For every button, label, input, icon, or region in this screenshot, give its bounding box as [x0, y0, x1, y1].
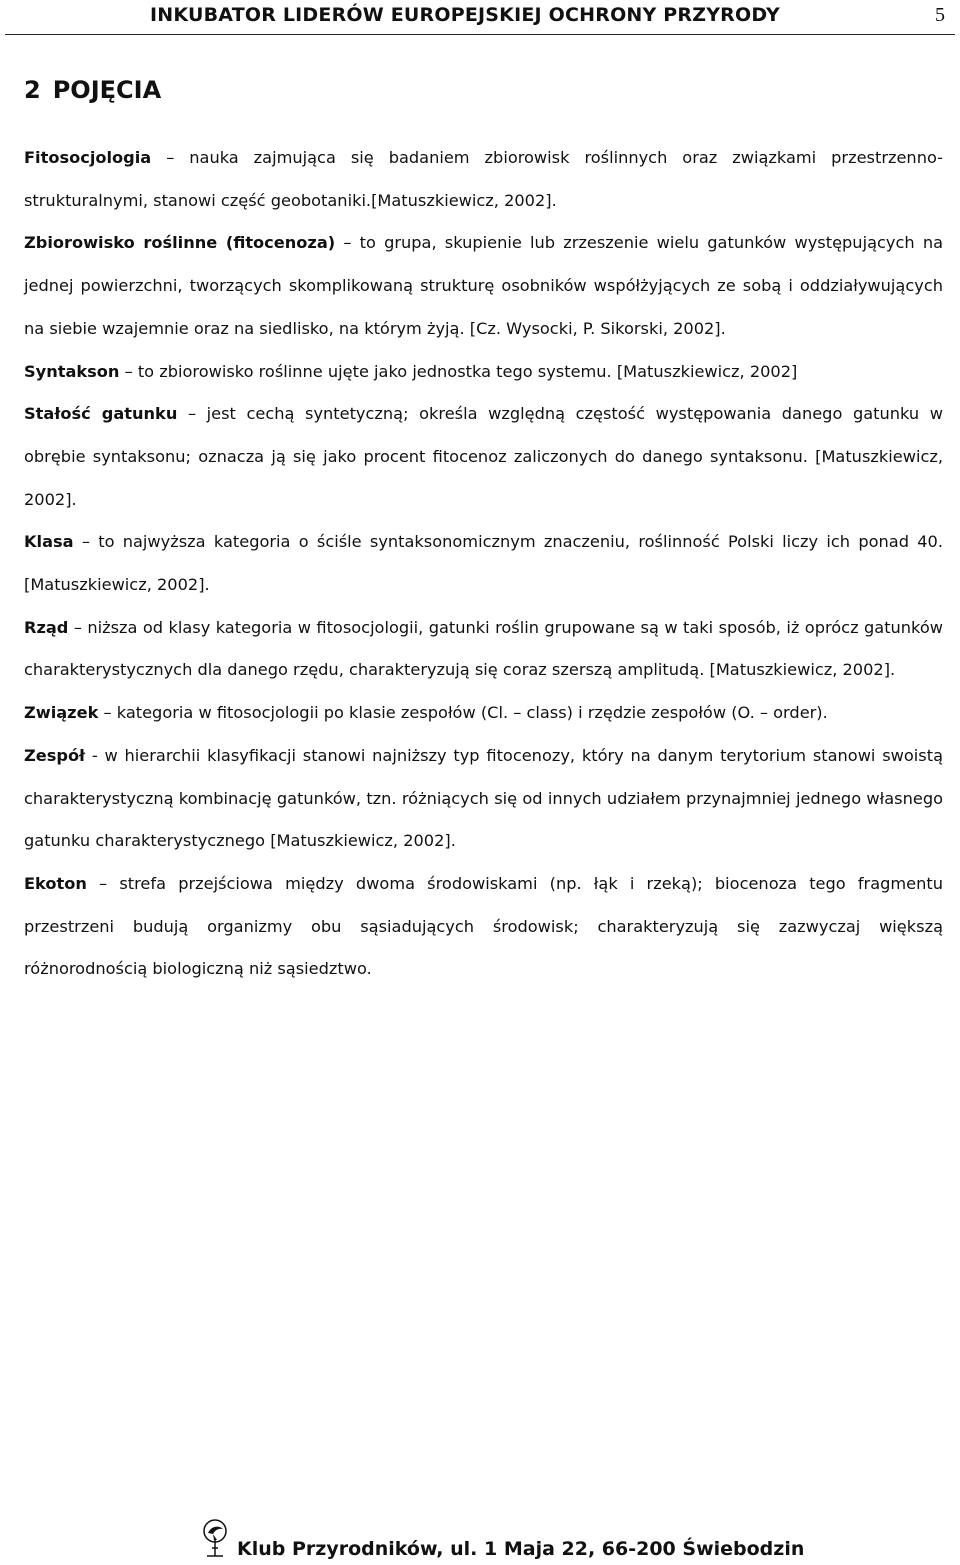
definition-term: Syntakson — [24, 361, 120, 381]
definition-text: – to zbiorowisko roślinne ujęte jako jednostka tego systemu. [Matuszkiewicz, 2002] — [119, 361, 798, 381]
chapter-heading — [24, 76, 161, 104]
definition-zwiazek — [24, 692, 943, 735]
footer-address: Klub Przyrodników, ul. 1 Maja 22, 66-200 Świebodzin — [237, 1538, 805, 1560]
definition-text: – to grupa, skupienie lub zrzeszenie wielu gatunków występujących na jednej powierzchni, tworzących skomplikowaną strukturę osobników współżyjących ze sobą i oddziaływujących na siebie wzajemnie oraz na siedlisko, na którym żyją. [Cz. Wysocki, P. Sikorski, 2002]. — [24, 233, 943, 338]
definition-text: – strefa przejściowa między dwoma środowiskami (np. łąk i rzeką); biocenoza tego fragmentu przestrzeni budują organizmy obu sąsiadujących środowisk; charakteryzują się zazwyczaj większą różnorodnością biologiczną niż sąsiedztwo. — [24, 873, 943, 979]
definition-term: Zbiorowisko roślinne (fitocenoza) — [24, 233, 336, 253]
definition-zespol — [24, 735, 943, 863]
definition-fitosocjologia — [24, 137, 943, 222]
page-footer — [195, 1518, 805, 1563]
definition-text: - w hierarchii klasyfikacji stanowi najniższy typ fitocenozy, który na danym terytorium stanowi swoistą charakterystyczną kombinację gatunków, tzn. różniących się od innych udziałem przynajmniej jednego własnego gatunku charakterystycznego [Matuszkiewicz, 2002]. — [24, 745, 943, 851]
chapter-title: POJĘCIA — [52, 76, 162, 104]
definition-text: – kategoria w fitosocjologii po klasie zespołów (Cl. – class) i rzędzie zespołów (O. – order). — [98, 703, 828, 723]
definition-klasa — [24, 521, 943, 606]
header-title: INKUBATOR LIDERÓW EUROPEJSKIEJ OCHRONY PRZYRODY — [150, 4, 780, 26]
definition-text: – jest cechą syntetyczną; określa względną częstość występowania danego gatunku w obrębie syntaksonu; oznacza ją się jako procent fitocenoz zaliczonych do danego syntaksonu. [Matuszkiewicz, 2002]. — [24, 404, 943, 509]
definition-term: Związek — [24, 703, 99, 723]
definition-zbiorowisko — [24, 222, 943, 350]
bird-logo-icon — [199, 1518, 231, 1558]
definition-term: Ekoton — [24, 873, 87, 893]
definition-term: Fitosocjologia — [24, 148, 152, 167]
chapter-number: 2 — [24, 76, 41, 104]
page-header — [5, 0, 955, 35]
definition-rzad — [24, 607, 943, 692]
definition-term: Zespół — [24, 745, 86, 765]
definition-syntakson — [24, 351, 943, 394]
definition-stalosc — [24, 393, 943, 521]
definition-term: Stałość gatunku — [24, 404, 178, 424]
definition-text: – nauka zajmująca się badaniem zbiorowisk roślinnych oraz związkami przestrzenno-strukturalnymi, stanowi część geobotaniki.[Matuszkiewicz, 2002]. — [24, 148, 943, 210]
definition-text: – to najwyższa kategoria o ściśle syntaksonomicznym znaczeniu, roślinność Polski liczy ich ponad 40. [Matuszkiewicz, 2002]. — [24, 532, 943, 595]
definition-term: Rząd — [24, 617, 69, 637]
definition-text: – niższa od klasy kategoria w fitosocjologii, gatunki roślin grupowane są w taki sposób, iż oprócz gatunków charakterystycznych dla danego rzędu, charakteryzują się coraz szerszą amplitudą. [Matuszkiewicz, 2002]. — [24, 617, 943, 680]
definition-ekoton — [24, 863, 943, 991]
definitions-body — [24, 137, 943, 991]
page-number: 5 — [935, 4, 945, 26]
definition-term: Klasa — [24, 532, 74, 552]
